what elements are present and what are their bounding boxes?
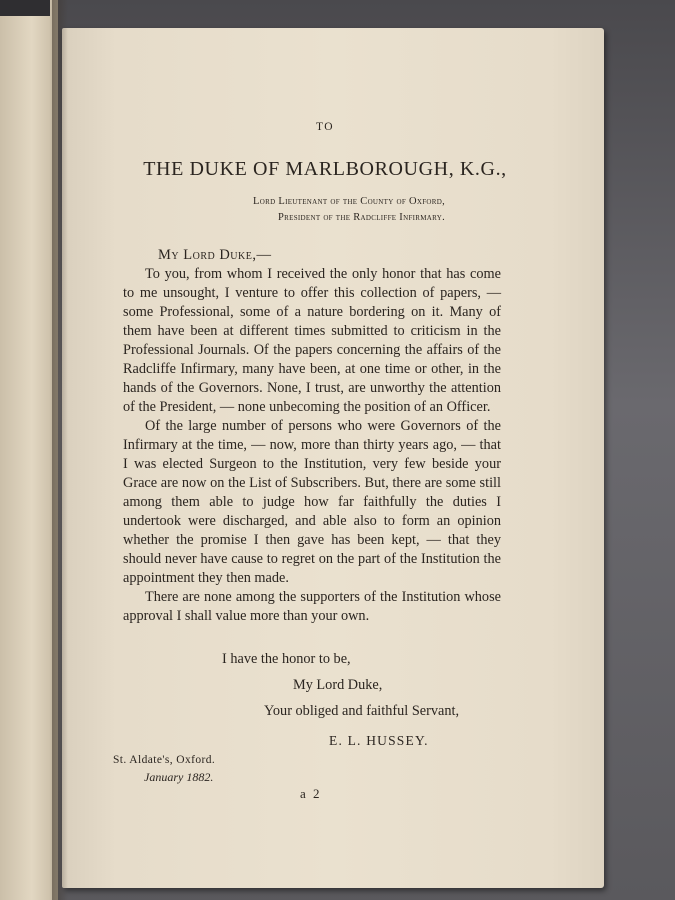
dedication-title: THE DUKE OF MARLBOROUGH, K.G., (143, 158, 507, 180)
letter-body (123, 265, 501, 626)
letter-paragraph-2: Of the large number of persons who were Governors of the Infirmary at the time, — now, more than thirty years ago, — that I was elected Surgeon to the Institution, very few beside your Grace are now on the List of Subscribers. But, there are some still among them able to judge how far faithfully the duties I undertook were discharged, and able also to form an opinion whether the promise I then gave has been kept, — that they should never have cause to regret on the part of the Institution the appointment they then made. (123, 418, 501, 586)
letter-paragraph-1: To you, from whom I received the only honor that has come to me unsought, I venture to offer this collection of papers, — some Professional, some of a nature bordering on it. Many of them have been at different times submitted to criticism in the Professional Journals. Of the papers concerning the affairs of the Radcliffe Infirmary, many have been, at one time or other, in the hands of the Governors. None, I trust, are unworthy the attention of the President, — none unbecoming the position of an Officer. (123, 266, 501, 415)
footer-address: St. Aldate's, Oxford. (113, 754, 216, 766)
gutter-shadow (52, 0, 68, 900)
closing-line-3: Your obliged and faithful Servant, (264, 703, 460, 719)
book-page (62, 28, 604, 888)
dedication-to: TO (315, 121, 335, 133)
office-line-1: Lord Lieutenant of the County of Oxford, (253, 196, 445, 207)
letter-paragraph-3: There are none among the supporters of the Institution whose approval I shall value more than your own. (123, 589, 501, 624)
closing-line-2: My Lord Duke, (293, 677, 383, 693)
book-cover-edge (0, 0, 58, 900)
book-cover-corner (0, 0, 50, 16)
page-signature-mark: a 2 (300, 786, 322, 801)
closing-line-1: I have the honor to be, (222, 651, 351, 667)
letter-salutation: My Lord Duke,— (158, 247, 272, 263)
dedication-office (175, 194, 445, 225)
office-line-2: President of the Radcliffe Infirmary. (278, 211, 445, 223)
signature: E. L. HUSSEY. (329, 733, 429, 748)
footer-date: January 1882. (144, 770, 214, 784)
